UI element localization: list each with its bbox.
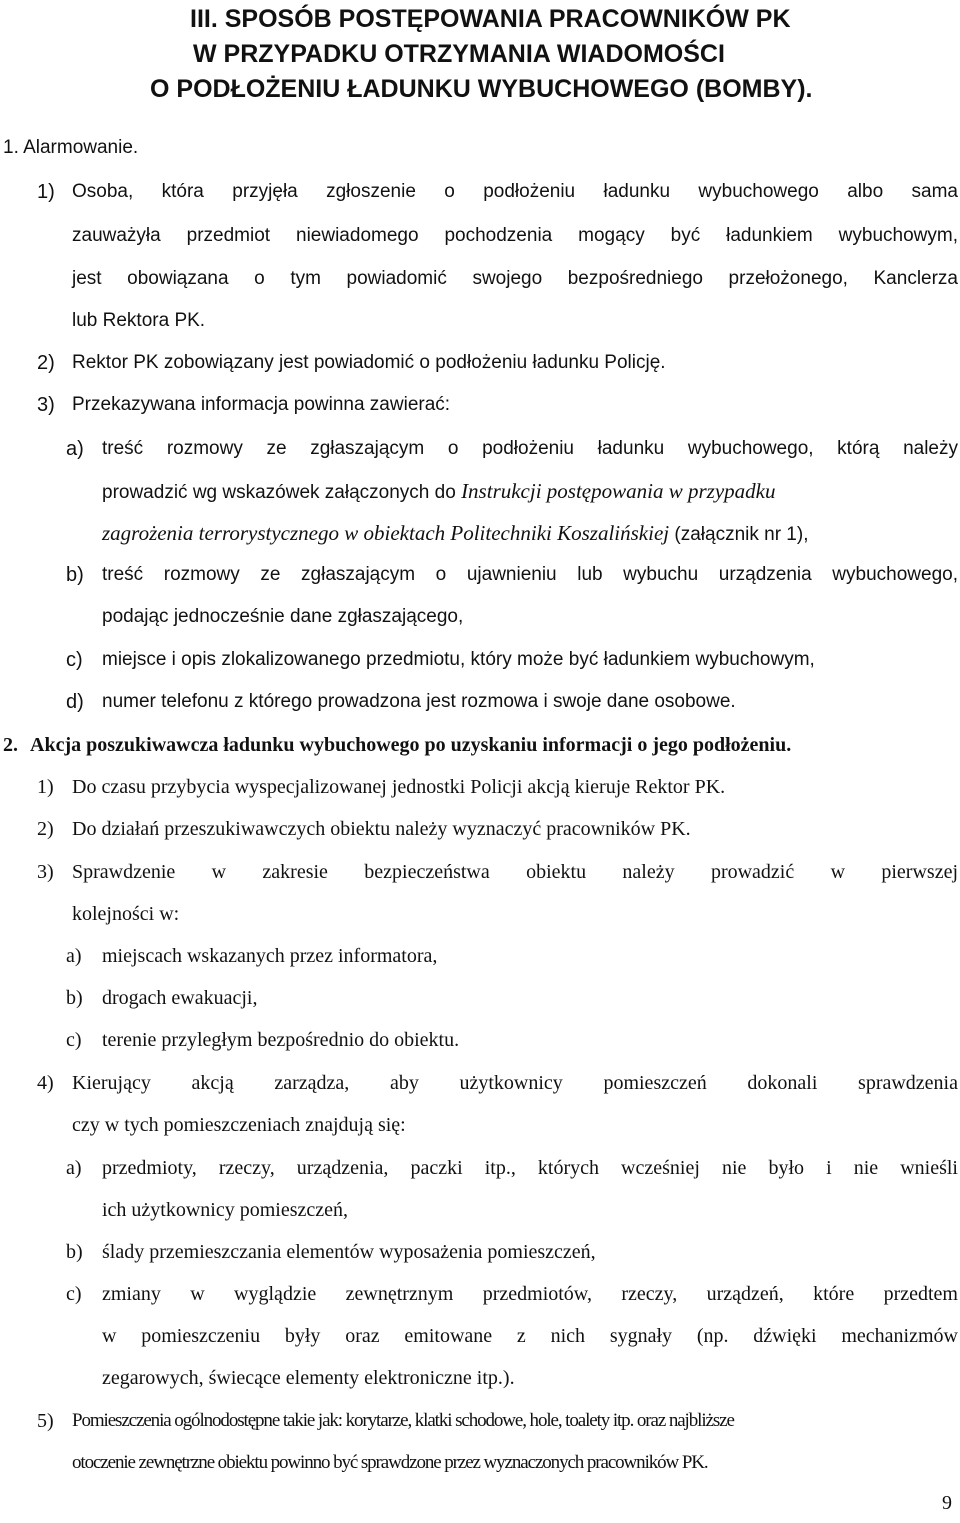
- paragraph-line: miejsce i opis zlokalizowanego przedmiotu, który może być ładunkiem wybuchowym,: [102, 649, 815, 670]
- italic-reference: zagrożenia terrorystycznego w obiektach Politechniki Koszalińskiej: [102, 521, 670, 545]
- text-span: (załącznik nr 1),: [669, 524, 809, 545]
- paragraph-line: numer telefonu z którego prowadzona jest rozmowa i swoje dane osobowe.: [102, 691, 736, 712]
- italic-reference: Instrukcji postępowania w przypadku: [461, 479, 776, 503]
- item-letter: c): [66, 1283, 82, 1305]
- paragraph-line: miejscach wskazanych przez informatora,: [102, 945, 438, 967]
- paragraph-line: drogach ewakuacji,: [102, 987, 258, 1009]
- paragraph-line: treść rozmowy ze zgłaszającym o podłożeniu ładunku wybuchowego, którą należy: [102, 438, 958, 459]
- item-number: 2): [37, 352, 55, 374]
- paragraph-line: podając jednocześnie dane zgłaszającego,: [102, 606, 464, 627]
- paragraph-line: zauważyła przedmiot niewiadomego pochodzenia mogący być ładunkiem wybuchowym,: [72, 225, 958, 246]
- paragraph-line: [102, 521, 958, 547]
- title-line: O PODŁOŻENIU ŁADUNKU WYBUCHOWEGO (BOMBY).: [150, 75, 813, 103]
- item-number: 2): [37, 818, 54, 840]
- paragraph-line: ich użytkownicy pomieszczeń,: [102, 1199, 349, 1221]
- item-number: 3): [37, 394, 55, 416]
- item-number: 1): [37, 776, 54, 798]
- paragraph-line: jest obowiązana o tym powiadomić swojego bezpośredniego przełożonego, Kanclerza: [72, 268, 958, 289]
- paragraph-line: lub Rektora PK.: [72, 310, 206, 331]
- title-line: W PRZYPADKU OTRZYMANIA WIADOMOŚCI: [193, 40, 725, 68]
- paragraph-line: Rektor PK zobowiązany jest powiadomić o podłożeniu ładunku Policję.: [72, 352, 666, 373]
- subsection-heading: Akcja poszukiwawcza ładunku wybuchowego po uzyskaniu informacji o jego podłożeniu.: [30, 734, 792, 756]
- paragraph-line: w pomieszczeniu były oraz emitowane z nich sygnały (np. dźwięki mechanizmów: [102, 1325, 958, 1347]
- paragraph-line: Kierujący akcją zarządza, aby użytkownicy pomieszczeń dokonali sprawdzenia: [72, 1072, 958, 1094]
- paragraph-line: czy w tych pomieszczeniach znajdują się:: [72, 1114, 406, 1136]
- item-number: 3): [37, 861, 54, 883]
- item-letter: c): [66, 1029, 82, 1051]
- paragraph-line: Do działań przeszukiwawczych obiektu należy wyznaczyć pracowników PK.: [72, 818, 691, 840]
- paragraph-line: zmiany w wyglądzie zewnętrznym przedmiotów, rzeczy, urządzeń, które przedtem: [102, 1283, 958, 1305]
- page-number: 9: [942, 1492, 952, 1514]
- item-letter: a): [66, 438, 84, 460]
- paragraph-line: ślady przemieszczania elementów wyposażenia pomieszczeń,: [102, 1241, 596, 1263]
- paragraph-line: treść rozmowy ze zgłaszającym o ujawnieniu lub wybuchu urządzenia wybuchowego,: [102, 564, 958, 585]
- paragraph-line: Do czasu przybycia wyspecjalizowanej jednostki Policji akcją kieruje Rektor PK.: [72, 776, 726, 798]
- item-number: 4): [37, 1072, 54, 1094]
- paragraph-line: Sprawdzenie w zakresie bezpieczeństwa obiektu należy prowadzić w pierwszej: [72, 861, 958, 883]
- item-letter: a): [66, 1157, 82, 1179]
- paragraph-line: przedmioty, rzeczy, urządzenia, paczki itp., których wcześniej nie było i nie wnieśli: [102, 1157, 958, 1179]
- text-span: prowadzić wg wskazówek załączonych do: [102, 482, 462, 503]
- subsection-number: 2.: [3, 734, 18, 756]
- item-letter: b): [66, 1241, 83, 1263]
- item-number: 5): [37, 1410, 54, 1432]
- section-title: [140, 2, 900, 107]
- paragraph-line: Przekazywana informacja powinna zawierać:: [72, 394, 451, 415]
- item-number: 1): [37, 181, 55, 203]
- paragraph-line: terenie przyległym bezpośrednio do obiektu.: [102, 1029, 460, 1051]
- item-letter: d): [66, 691, 84, 713]
- item-letter: b): [66, 987, 83, 1009]
- paragraph-line: otoczenie zewnętrzne obiektu powinno być sprawdzone przez wyznaczonych pracowników PK.: [72, 1452, 708, 1473]
- paragraph-line: [102, 479, 958, 505]
- item-letter: a): [66, 945, 82, 967]
- title-line: III. SPOSÓB POSTĘPOWANIA PRACOWNIKÓW PK: [190, 5, 791, 33]
- paragraph-line: Pomieszczenia ogólnodostępne takie jak: korytarze, klatki schodowe, hole, toalety itp. oraz najbliższe: [72, 1410, 734, 1431]
- paragraph-line: zegarowych, świecące elementy elektroniczne itp.).: [102, 1367, 515, 1389]
- item-letter: b): [66, 564, 84, 586]
- paragraph-line: Osoba, która przyjęła zgłoszenie o podłożeniu ładunku wybuchowego albo sama: [72, 181, 958, 202]
- paragraph-line: kolejności w:: [72, 903, 180, 925]
- item-letter: c): [66, 649, 83, 671]
- subsection-heading: 1. Alarmowanie.: [3, 137, 139, 158]
